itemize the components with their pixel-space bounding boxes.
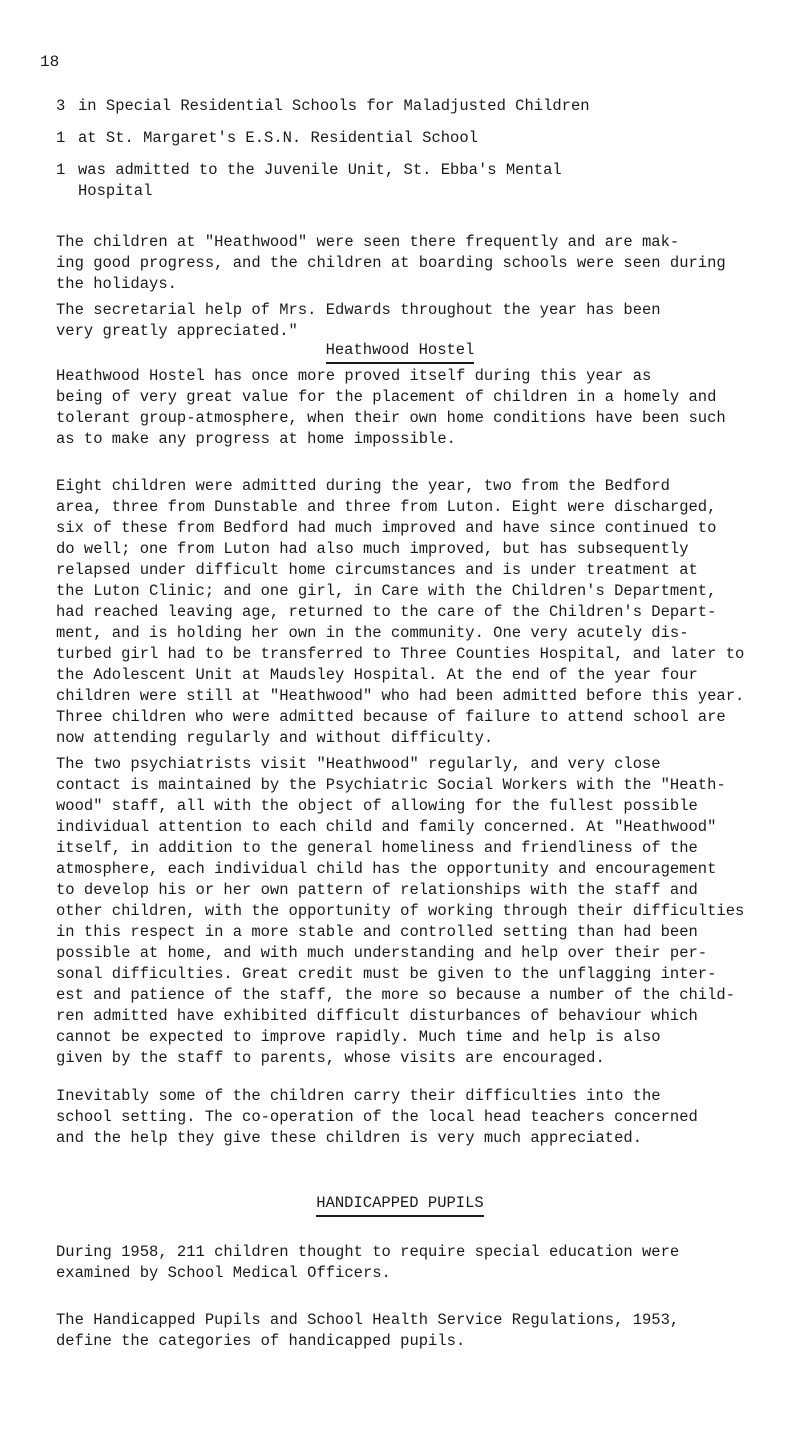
list-item-number: 1 bbox=[56, 129, 66, 147]
list-item-number: 1 bbox=[56, 161, 66, 179]
list-item-text: in Special Residential Schools for Maladjusted Children bbox=[78, 97, 590, 115]
paragraph-examined-1958: During 1958, 211 children thought to require special education were examined by School Medical Officers. bbox=[56, 1243, 680, 1282]
heading-handicapped-pupils bbox=[0, 1193, 800, 1217]
list-item bbox=[56, 160, 756, 202]
paragraph-school-setting: Inevitably some of the children carry their difficulties into the school setting. The co-operation of the local head teachers concerned and the help they give these children is very much appreciated. bbox=[56, 1087, 698, 1147]
list-item-text: at St. Margaret's E.S.N. Residential School bbox=[78, 129, 478, 147]
paragraph-secretarial-help: The secretarial help of Mrs. Edwards throughout the year has been very greatly appreciated." bbox=[56, 301, 661, 340]
paragraph-regulations: The Handicapped Pupils and School Health Service Regulations, 1953, define the categories of handicapped pupils. bbox=[56, 1311, 680, 1350]
list-item-text: was admitted to the Juvenile Unit, St. Ebba's Mental Hospital bbox=[78, 161, 562, 200]
list-item bbox=[56, 128, 756, 149]
paragraph-hostel-value: Heathwood Hostel has once more proved itself during this year as being of very great value for the placement of children in a homely and tolerant group-atmosphere, when their own home conditions have been such as to make any progress at home impossible. bbox=[56, 367, 726, 448]
heading-text: HANDICAPPED PUPILS bbox=[316, 1193, 483, 1217]
list-item bbox=[56, 96, 756, 117]
paragraph-psychiatrists: The two psychiatrists visit "Heathwood" regularly, and very close contact is maintained by the Psychiatric Social Workers with the "Heath- wood" staff, all with the object of allowing for the fullest possible individual attention to each child and family concerned. At "Heathwood" itself, in addition to the general homeliness and friendliness of the atmosphere, each individual child has the opportunity and encouragement to develop his or her own pattern of relationships with the staff and other children, with the opportunity of working through their difficulties in this respect in a more stable and controlled setting than had been possible at home, and with much understanding and help over their per- sonal difficulties. Great credit must be given to the unflagging inter- est and patience of the staff, the more so because a number of the child- ren admitted have exhibited difficult disturbances of behaviour which cannot be expected to improve rapidly. Much time and help is also given by the staff to parents, whose visits are encouraged. bbox=[56, 755, 745, 1067]
heading-text: Heathwood Hostel bbox=[326, 340, 475, 364]
paragraph-admissions: Eight children were admitted during the year, two from the Bedford area, three from Dunstable and three from Luton. Eight were discharged, six of these from Bedford had much improved and have since continued to do well; one from Luton had also much improved, but has subsequently relapsed under difficult home circumstances and is under treatment at the Luton Clinic; and one girl, in Care with the Children's Department, had reached leaving age, returned to the care of the Children's Depart- ment, and is holding her own in the community. One very acutely dis- turbed girl had to be transferred to Three Counties Hospital, and later to the Adolescent Unit at Maudsley Hospital. At the end of the year four children were still at "Heathwood" who had been admitted before this year. Three children who were admitted because of failure to attend school are now attending regularly and without difficulty. bbox=[56, 477, 745, 747]
list-item-number: 3 bbox=[56, 97, 66, 115]
placement-list bbox=[56, 96, 756, 213]
heading-heathwood-hostel bbox=[0, 340, 800, 364]
page-number: 18 bbox=[40, 53, 60, 71]
paragraph-heathwood-progress: The children at "Heathwood" were seen there frequently and are mak- ing good progress, and the children at boarding schools were seen during the holidays. bbox=[56, 233, 726, 293]
